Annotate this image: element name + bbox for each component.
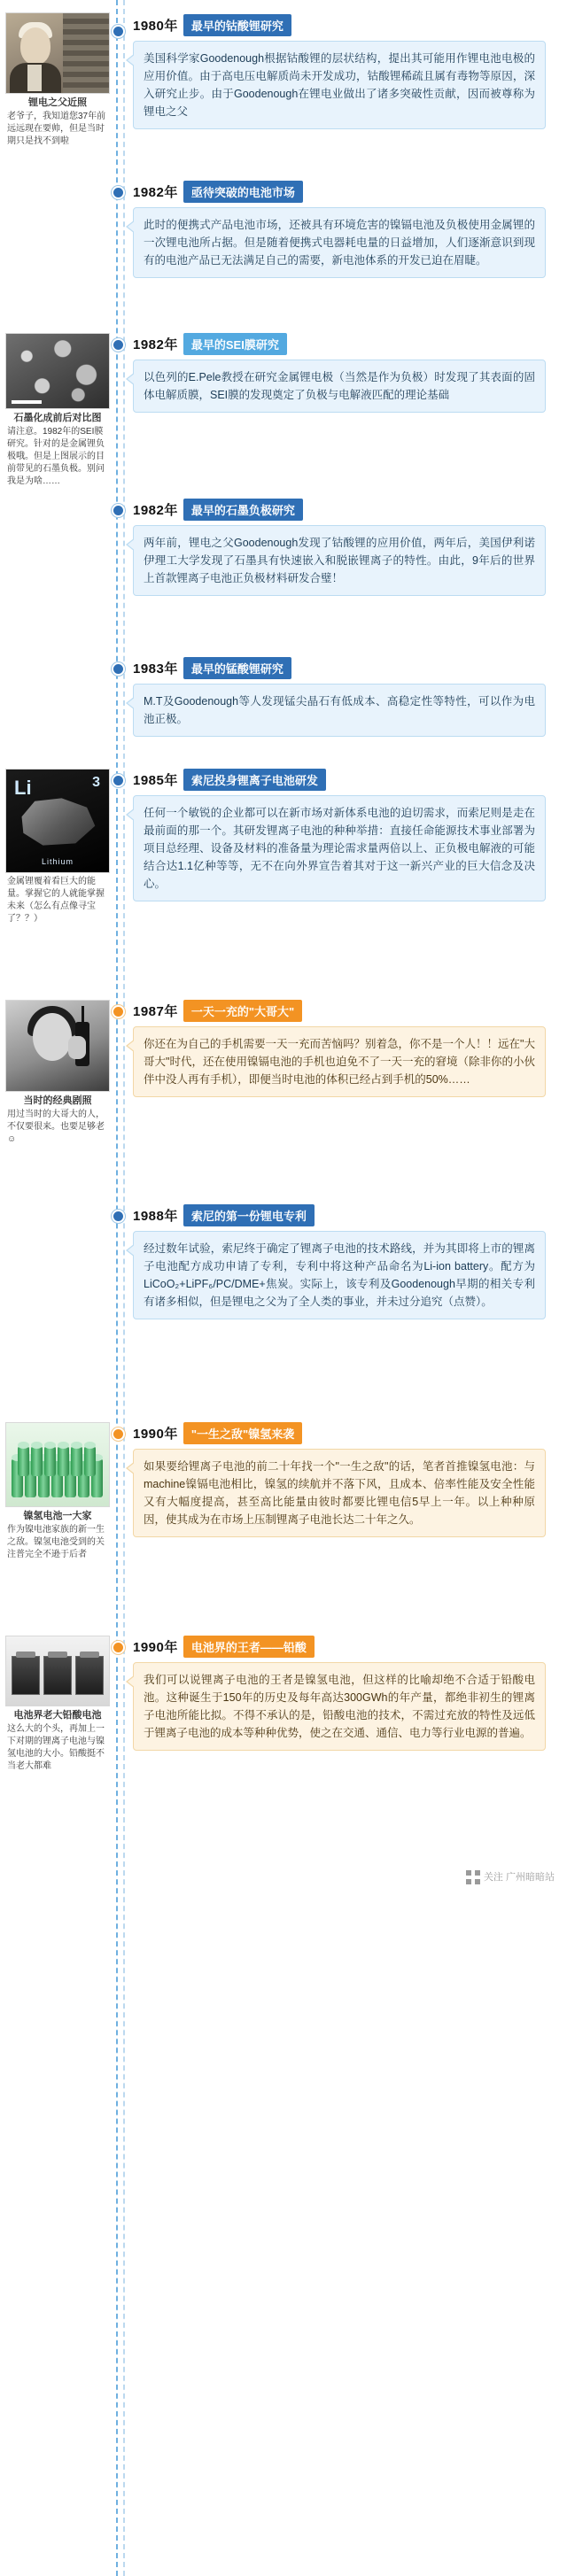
entry-content bbox=[133, 1000, 553, 1097]
entry-body: 经过数年试验，索尼终于确定了锂离子电池的技术路线，并为其即将上市的锂离子电池配方成功申请了专利，专利中将这种产品命名为Li-ion battery。配方为LiCoO₂+LiPF₆/PC/DME+焦炭。实际上，该专利及Goodenough早期的相关专利有诸多相似，但是锂电之父为了全人类的事业，并未过分追究（点赞）。 bbox=[133, 1231, 546, 1319]
entry-body: 任何一个敏锐的企业都可以在新市场对新体系电池的迫切需求，而索尼则是走在最前面的那一个。其研发锂离子电池的种种举措：直接任命能源技术事业部署为项目总经理、设备及材料的准备量为理论需求量两倍以上、正负极电解液的可能结合达1.1亿种等等，无不在向外界宣告着其对于这一新兴产业的巨大信念及决心。 bbox=[133, 795, 546, 901]
entry-header bbox=[133, 499, 546, 521]
timeline-dot bbox=[112, 774, 125, 787]
timeline-dot bbox=[112, 1005, 125, 1018]
entry-header bbox=[133, 769, 546, 791]
entry-headline: "一生之敌"镍氢来袭 bbox=[183, 1422, 302, 1444]
entry-content bbox=[133, 499, 553, 596]
timeline-dot bbox=[112, 338, 125, 352]
timeline-entry bbox=[0, 1000, 567, 1190]
timeline-dot bbox=[112, 504, 125, 517]
entry-body: 此时的便携式产品电池市场，还被具有环境危害的镍镉电池及负极使用金属锂的一次锂电池所占据。但是随着便携式电器耗电量的日益增加，人们逐渐意识到现有的电池产品已无法满足自己的需要，新电池体系的开发已迫在眉睫。 bbox=[133, 207, 546, 278]
media-caption-text: 请注意。1982年的SEI膜研究。针对的是金属锂负极哦。但是上图展示的目前带见的石墨负极。别问我是为啥…… bbox=[7, 427, 105, 486]
entry-header bbox=[133, 1422, 546, 1444]
entry-header bbox=[133, 1000, 546, 1022]
entry-year: 1982年 bbox=[133, 337, 178, 352]
entry-content bbox=[133, 181, 553, 278]
entry-body: 美国科学家Goodenough根据钴酸锂的层状结构，提出其可能用作锂电池电极的应用价值。由于高电压电解质尚未开发成功，钴酸锂稀疏且属有毒物等原因，深入研究止步。由于Goodenough在锂电业做出了诸多突破性贡献，因而被尊称为锂电之父 bbox=[133, 41, 546, 129]
timeline-entry bbox=[0, 769, 567, 986]
entry-header bbox=[133, 1204, 546, 1226]
entry-headline: 索尼投身锂离子电池研发 bbox=[183, 769, 326, 791]
entry-year: 1983年 bbox=[133, 661, 178, 677]
entry-content bbox=[133, 769, 553, 901]
timeline-dot bbox=[112, 25, 125, 38]
media-caption bbox=[5, 1709, 110, 1773]
lithium-element-tile: Li 3 Lithium bbox=[5, 769, 110, 873]
entry-body: 如果要给锂离子电池的前二十年找一个"一生之敌"的话，笔者首推镍氢电池：与machine镍镉电池相比，镍氢的续航并不落下风，且成本、倍率性能及安全性能又有大幅度提高，甚至高比能量由彼时都要比锂电信5早上一年。以上种种原因，使其成为在市场上压制锂离子电池长达二十年之久。 bbox=[133, 1449, 546, 1537]
entry-headline: 最早的石墨负极研究 bbox=[183, 499, 303, 521]
entry-media bbox=[5, 1636, 110, 1773]
timeline-entry bbox=[0, 1636, 567, 1857]
entry-header bbox=[133, 657, 546, 679]
entry-headline: 一天一充的"大哥大" bbox=[183, 1000, 302, 1022]
media-caption bbox=[5, 876, 110, 925]
entry-content bbox=[133, 1422, 553, 1537]
timeline-entry bbox=[0, 657, 567, 754]
entry-year: 1990年 bbox=[133, 1427, 178, 1442]
entry-year: 1987年 bbox=[133, 1004, 178, 1019]
retro-phone-photo bbox=[5, 1000, 110, 1092]
entry-content bbox=[133, 333, 553, 413]
media-caption bbox=[5, 97, 110, 148]
nimh-cell-array bbox=[5, 1422, 110, 1507]
entry-media bbox=[5, 12, 110, 148]
entry-media bbox=[5, 1000, 110, 1146]
timeline-dot bbox=[112, 1210, 125, 1223]
entry-headline: 最早的SEI膜研究 bbox=[183, 333, 287, 355]
entry-year: 1990年 bbox=[133, 1640, 178, 1655]
entry-body: 两年前，锂电之父Goodenough发现了钴酸锂的应用价值，两年后，美国伊利诺伊理工大学发现了石墨具有快速嵌入和脱嵌锂离子的特性。由此，9年后的世界上首款锂离子电池正负极材料研发合璧！ bbox=[133, 525, 546, 596]
qrcode-icon bbox=[466, 1870, 480, 1884]
page-footer bbox=[0, 1857, 567, 1900]
media-caption-text: 金属锂覆着看巨大的能量。掌握它的人就能掌握未来（怎么有点像寻宝了？？） bbox=[7, 877, 105, 924]
entry-content bbox=[133, 657, 553, 737]
media-caption-text: 用过当时的大哥大的人，不仅要很来。也要足够老 ☺ bbox=[7, 1110, 105, 1144]
entry-content bbox=[133, 1636, 553, 1751]
entry-headline: 最早的钴酸锂研究 bbox=[183, 14, 291, 36]
portrait-photo bbox=[5, 12, 110, 94]
timeline-dot bbox=[112, 186, 125, 199]
media-caption-title: 镍氢电池一大家 bbox=[23, 1511, 92, 1521]
entry-year: 1980年 bbox=[133, 19, 178, 34]
entry-year: 1988年 bbox=[133, 1209, 178, 1224]
media-caption-text: 老爷子，我知道您37年前远远现在要帅，但是当时期只是找不到啦 bbox=[7, 112, 106, 146]
media-caption-title: 锂电之父近照 bbox=[28, 97, 87, 108]
lead-acid-battery-row bbox=[5, 1636, 110, 1706]
media-caption-title: 石墨化成前后对比图 bbox=[13, 413, 102, 423]
timeline-dot bbox=[112, 1427, 125, 1441]
entry-header bbox=[133, 333, 546, 355]
media-caption bbox=[5, 1510, 110, 1561]
entry-media bbox=[5, 769, 110, 925]
entry-headline: 最早的锰酸锂研究 bbox=[183, 657, 291, 679]
timeline-entry bbox=[0, 181, 567, 313]
sem-micrograph bbox=[5, 333, 110, 409]
media-caption-text: 这么大的个头，再加上一下对期的锂离子电池与镍氢电池的大小。铅酸挺不当老大都难 bbox=[7, 1724, 105, 1771]
entry-body: M.T及Goodenough等人发现锰尖晶石有低成本、高稳定性等特性，可以作为电池正极。 bbox=[133, 684, 546, 737]
entry-media bbox=[5, 1422, 110, 1561]
timeline-entry bbox=[0, 1422, 567, 1621]
timeline-dot bbox=[112, 662, 125, 676]
media-caption-text: 作为镍电池家族的新一生之敌。镍氢电池受到的关注普完全不逊于后者 bbox=[7, 1525, 105, 1559]
footer-text: 关注 广州暗暗站 bbox=[483, 1872, 555, 1883]
entry-media bbox=[5, 333, 110, 488]
timeline-entry bbox=[0, 5, 567, 165]
media-caption bbox=[5, 412, 110, 488]
timeline-dot bbox=[112, 1641, 125, 1654]
entry-content bbox=[133, 1204, 553, 1319]
entry-header bbox=[133, 1636, 546, 1658]
entry-content bbox=[133, 5, 553, 129]
media-caption-title: 当时的经典剧照 bbox=[23, 1095, 92, 1106]
entry-headline: 亟待突破的电池市场 bbox=[183, 181, 303, 203]
entry-headline: 电池界的王者——铅酸 bbox=[183, 1636, 315, 1658]
entry-headline: 索尼的第一份锂电专利 bbox=[183, 1204, 315, 1226]
entry-header bbox=[133, 181, 546, 203]
media-caption bbox=[5, 1095, 110, 1146]
entry-body: 我们可以说锂离子电池的王者是镍氢电池，但这样的比喻却绝不合适于铅酸电池。这种诞生于150年的历史及每年高达300GWh的年产量，都绝非初生的锂离子电池所能比拟。不得不承认的是，铅酸电池的技术，不需过充放的特性及远低于锂离子电池的成本等种种优势，使之在交通、通信、电力等行业电源的普遍。 bbox=[133, 1662, 546, 1751]
entry-year: 1982年 bbox=[133, 503, 178, 518]
entry-body: 以色列的E.Pele教授在研究金属锂电极（当然是作为负极）时发现了其表面的固体电解质膜，SEI膜的发现奠定了负极与电解液匹配的理论基础 bbox=[133, 360, 546, 413]
entry-year: 1982年 bbox=[133, 185, 178, 200]
entry-header bbox=[133, 14, 546, 36]
entry-year: 1985年 bbox=[133, 773, 178, 788]
timeline-entry bbox=[0, 1204, 567, 1408]
timeline-entry bbox=[0, 333, 567, 488]
media-caption-title: 电池界老大铅酸电池 bbox=[13, 1710, 102, 1721]
entry-body: 你还在为自己的手机需要一天一充而苦恼吗？别着急，你不是一个人！！远在"大哥大"时代，还在使用镍镉电池的手机也迫免不了一天一充的窘境（除非你的小伙伴中没人再有手机），即便当时电池的体积已经占到手机的50%…… bbox=[133, 1026, 546, 1097]
timeline-entry bbox=[0, 499, 567, 645]
